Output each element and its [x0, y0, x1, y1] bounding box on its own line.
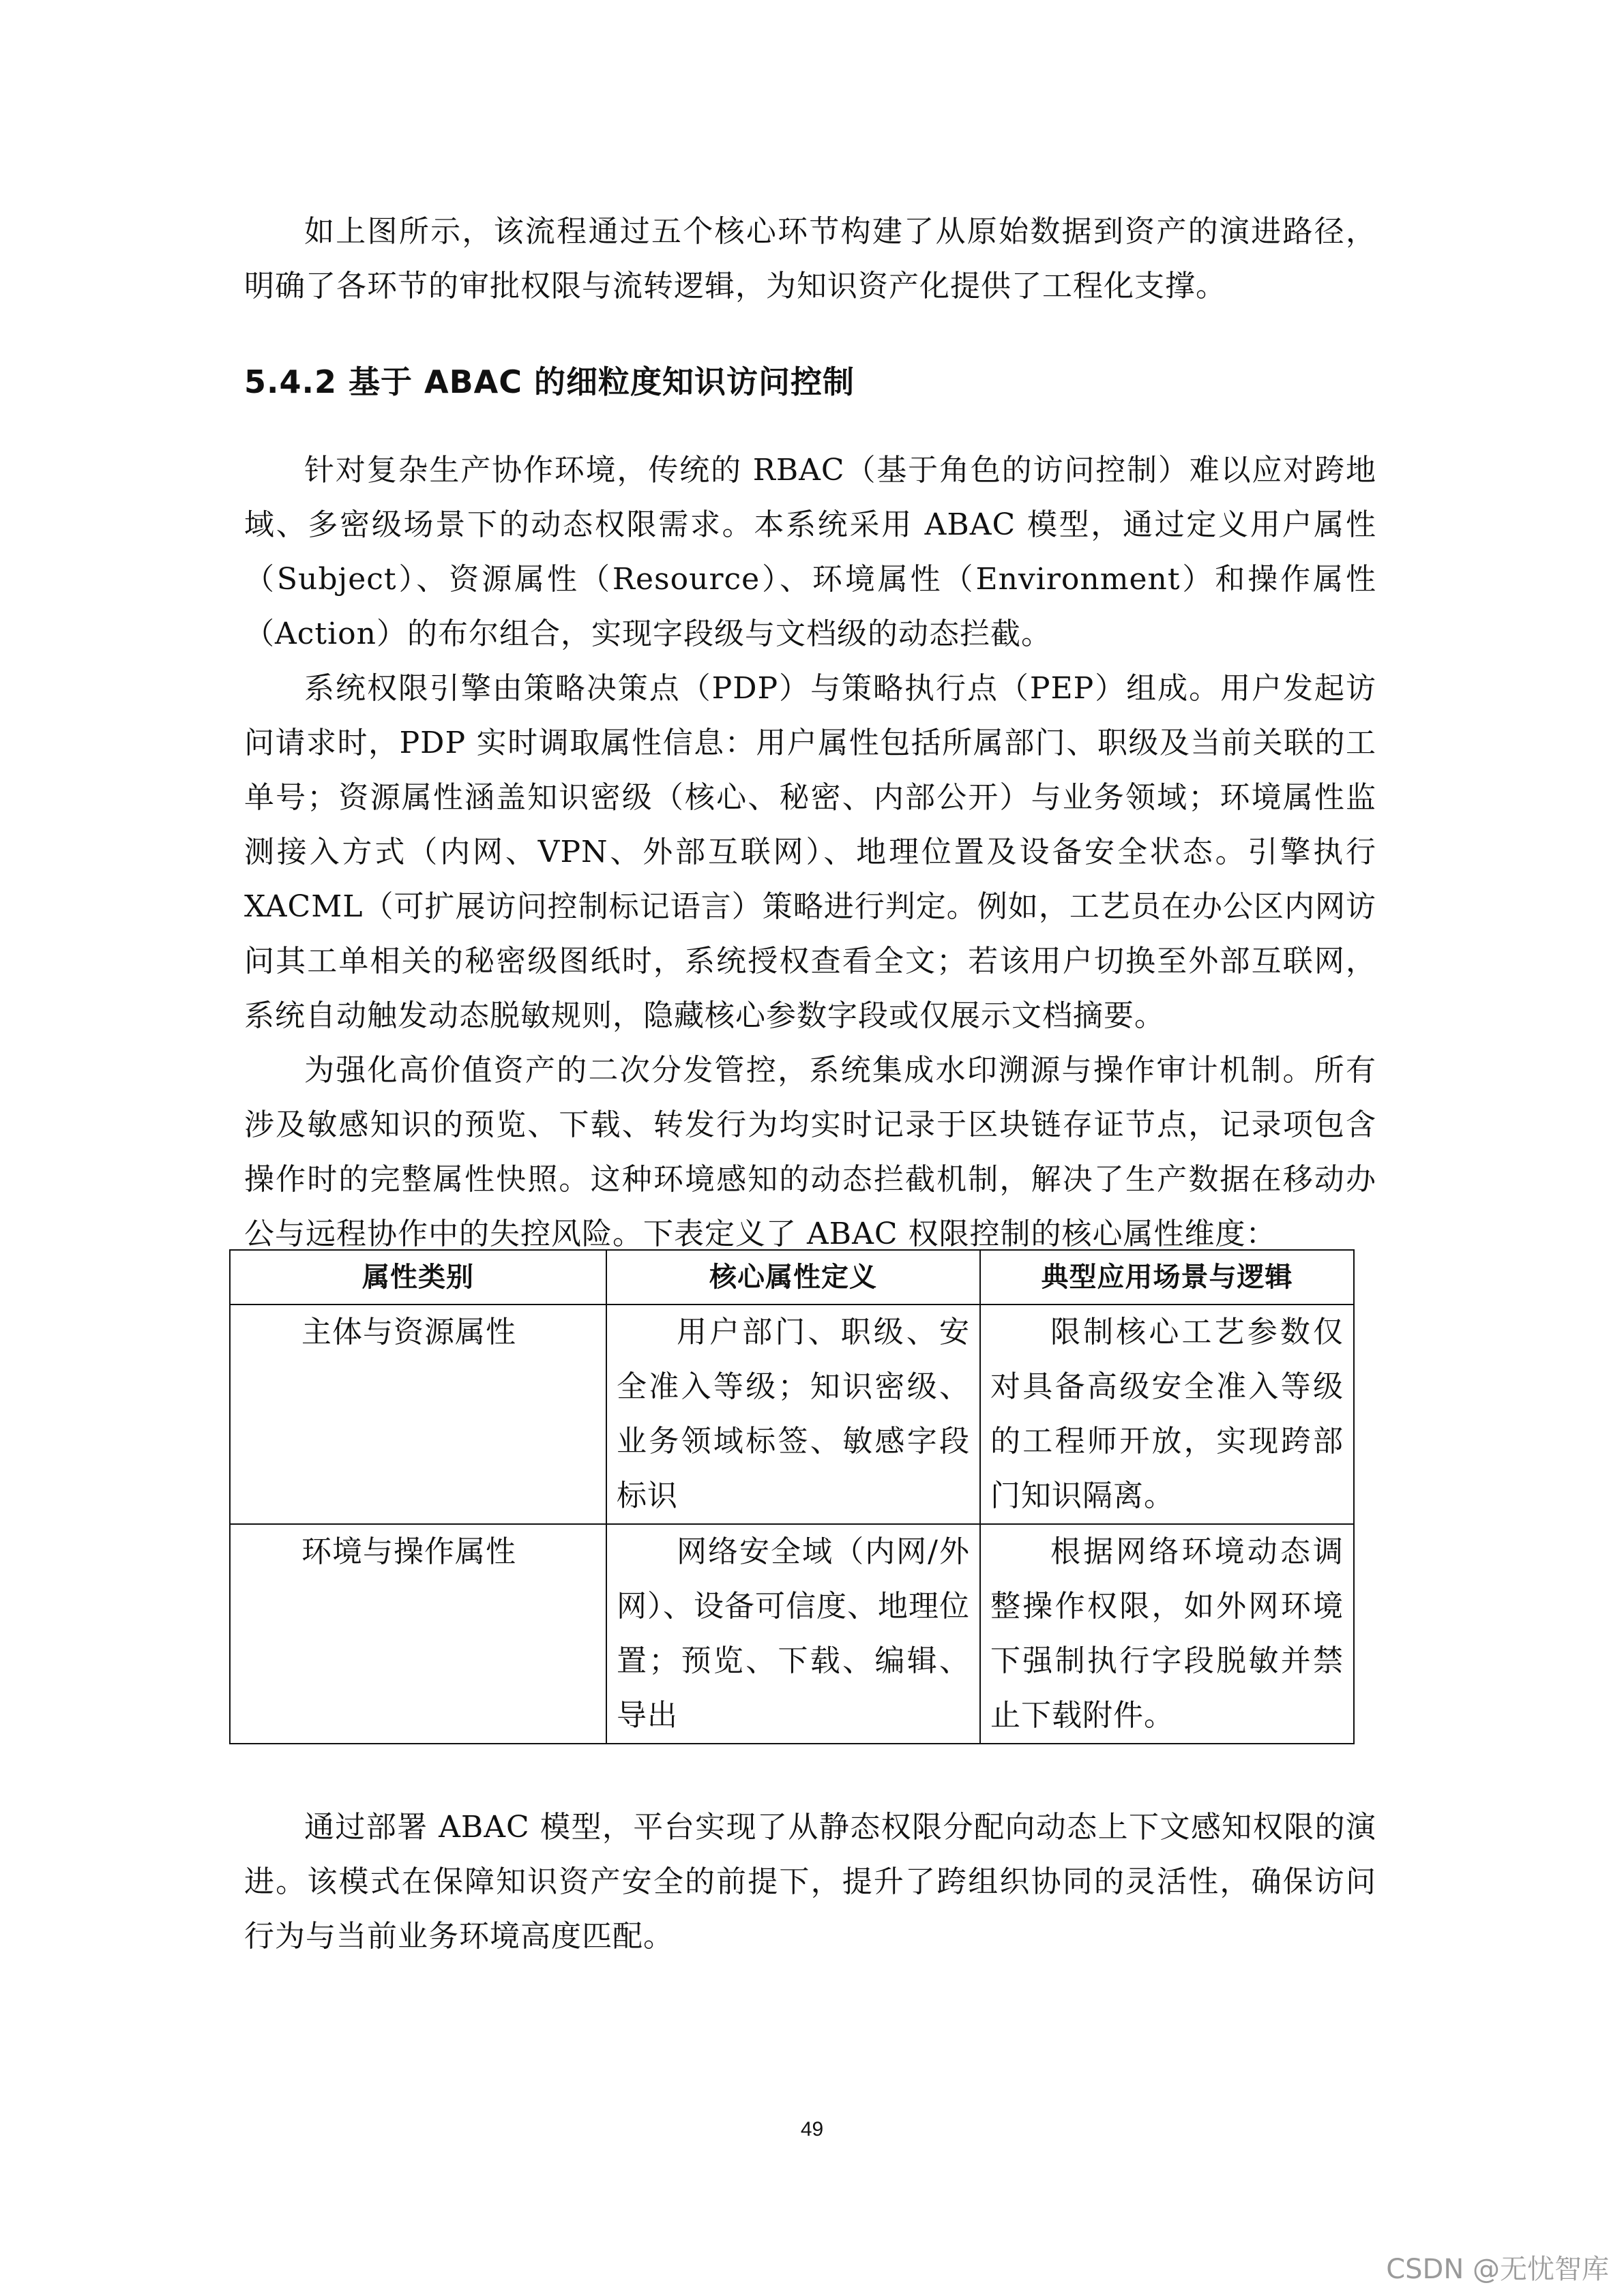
- table-header-row: [230, 1250, 1354, 1304]
- table-row: [230, 1524, 1354, 1744]
- table-cell-category: 主体与资源属性: [230, 1304, 606, 1524]
- abac-attribute-table: [229, 1249, 1355, 1744]
- table-cell-category: 环境与操作属性: [230, 1524, 606, 1744]
- table-cell-scenario: 限制核心工艺参数仅对具备高级安全准入等级的工程师开放，实现跨部门知识隔离。: [980, 1304, 1354, 1524]
- table-cell-definition: 网络安全域（内网/外网）、设备可信度、地理位置；预览、下载、编辑、导出: [606, 1524, 980, 1744]
- table-header-category: 属性类别: [230, 1250, 606, 1304]
- table-row: [230, 1304, 1354, 1524]
- table-header-definition: 核心属性定义: [606, 1250, 980, 1304]
- table-header-scenario: 典型应用场景与逻辑: [980, 1250, 1354, 1304]
- table-cell-scenario: 根据网络环境动态调整操作权限，如外网环境下强制执行字段脱敏并禁止下载附件。: [980, 1524, 1354, 1744]
- watermark: CSDN @无忧智库: [1386, 2254, 1609, 2285]
- section-heading: 5.4.2 基于 ABAC 的细粒度知识访问控制: [244, 363, 855, 400]
- closing-paragraph: 通过部署 ABAC 模型，平台实现了从静态权限分配向动态上下文感知权限的演进。该模式在保障知识资产安全的前提下，提升了跨组织协同的灵活性，确保访问行为与当前业务环境高度匹配。: [244, 1810, 1376, 1954]
- table-cell-definition: 用户部门、职级、安全准入等级；知识密级、业务领域标签、敏感字段标识: [606, 1304, 980, 1524]
- intro-paragraph: 如上图所示，该流程通过五个核心环节构建了从原始数据到资产的演进路径，明确了各环节的审批权限与流转逻辑，为知识资产化提供了工程化支撑。: [244, 214, 1376, 303]
- body-paragraph-1: 针对复杂生产协作环境，传统的 RBAC（基于角色的访问控制）难以应对跨地域、多密级场景下的动态权限需求。本系统采用 ABAC 模型，通过定义用户属性（Subject）、资源属性（Resource）、环境属性（Environment）和操作属性（Action）的布尔组合，实现字段级与文档级的动态拦截。: [244, 453, 1376, 651]
- body-paragraph-3: 为强化高价值资产的二次分发管控，系统集成水印溯源与操作审计机制。所有涉及敏感知识的预览、下载、转发行为均实时记录于区块链存证节点，记录项包含操作时的完整属性快照。这种环境感知的动态拦截机制，解决了生产数据在移动办公与远程协作中的失控风险。下表定义了 ABAC 权限控制的核心属性维度：: [244, 1053, 1376, 1251]
- page-number: 49: [800, 2118, 824, 2141]
- body-paragraph-2: 系统权限引擎由策略决策点（PDP）与策略执行点（PEP）组成。用户发起访问请求时，PDP 实时调取属性信息：用户属性包括所属部门、职级及当前关联的工单号；资源属性涵盖知识密级（核心、秘密、内部公开）与业务领域；环境属性监测接入方式（内网、VPN、外部互联网）、地理位置及设备安全状态。引擎执行 XACML（可扩展访问控制标记语言）策略进行判定。例如，工艺员在办公区内网访问其工单相关的秘密级图纸时，系统授权查看全文；若该用户切换至外部互联网，系统自动触发动态脱敏规则，隐藏核心参数字段或仅展示文档摘要。: [244, 671, 1376, 1033]
